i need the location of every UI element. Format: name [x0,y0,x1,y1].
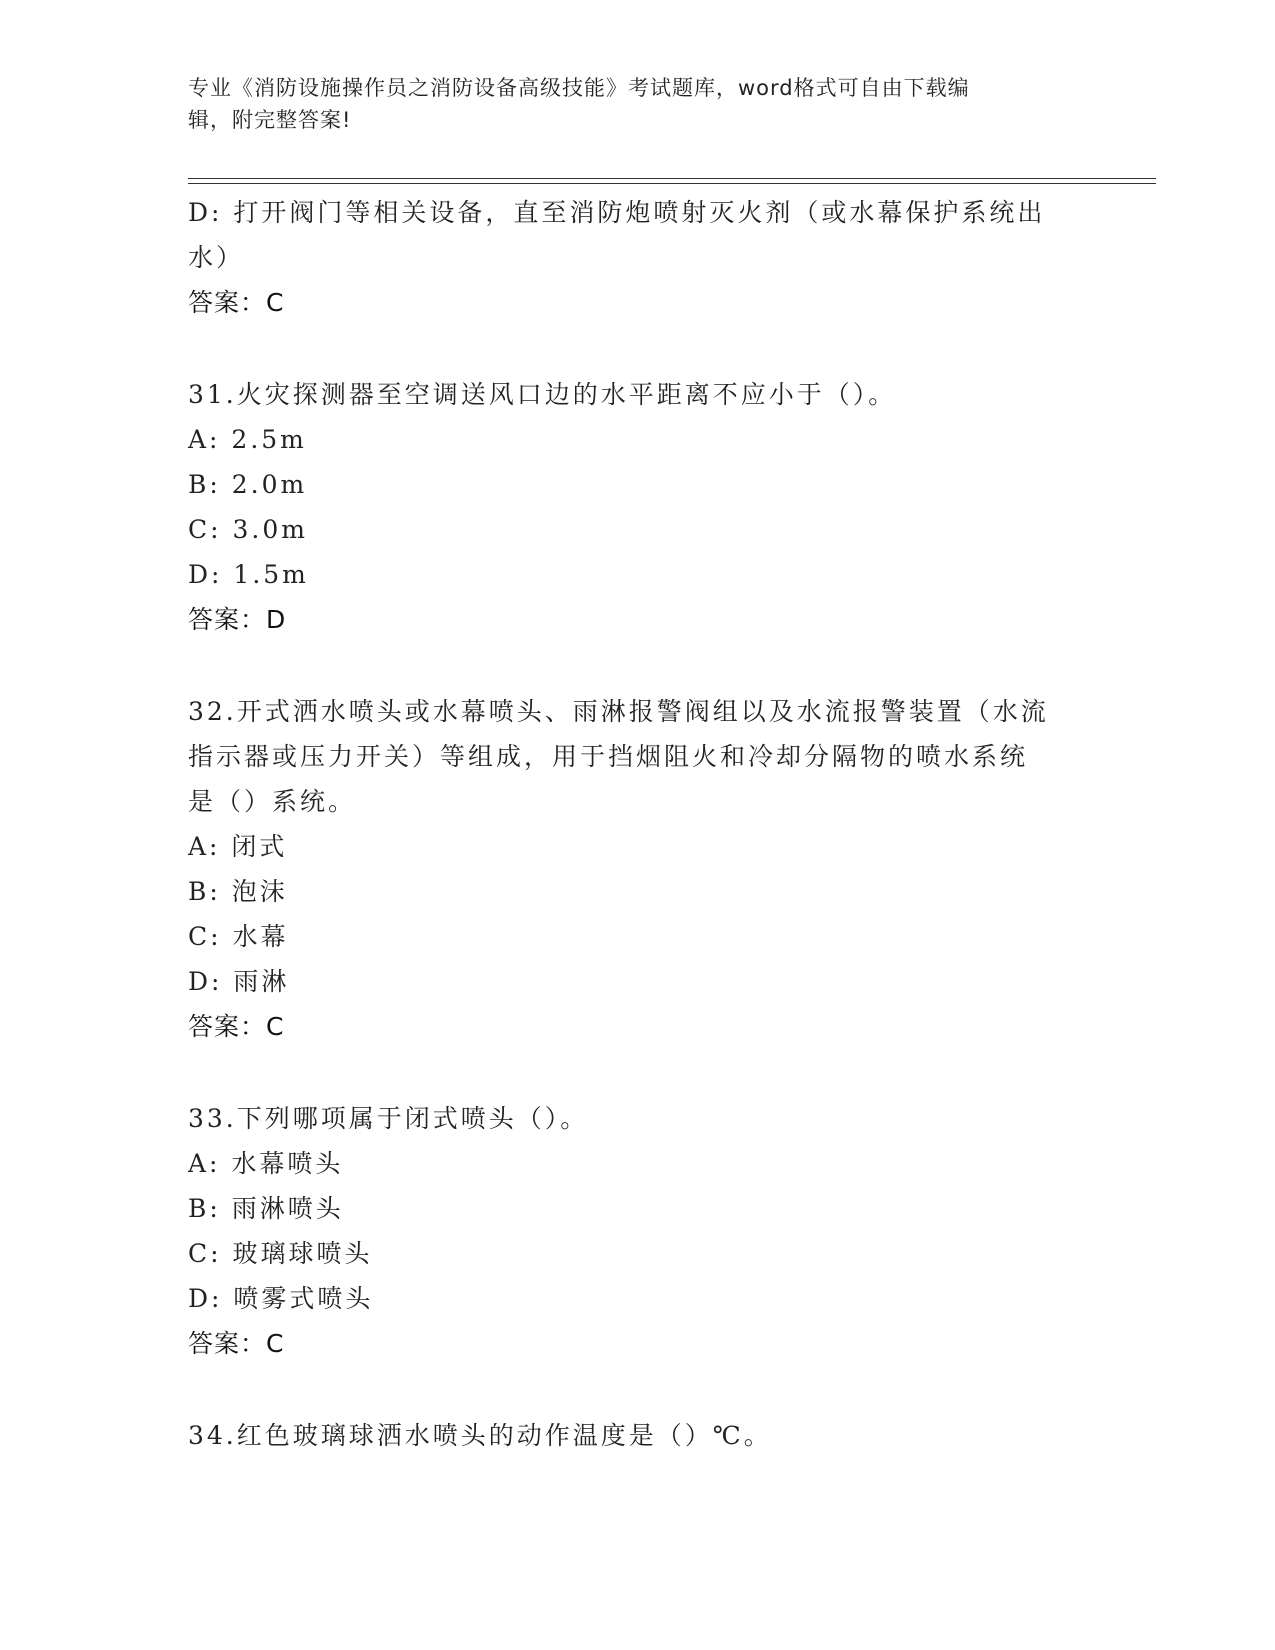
option-a: A: 水幕喷头 [188,1149,344,1178]
option-b: B: 2.0m [188,470,308,499]
spacer [188,1366,1088,1413]
question-stem: 是（）系统。 [188,787,357,816]
option-d: D: 雨淋 [188,967,290,996]
option-c: C: 3.0m [188,515,308,544]
option-d: D: 打开阀门等相关设备，直至消防炮喷射灭火剂（或水幕保护系统出 [188,198,1046,227]
answer: 答案：C [188,1329,285,1358]
option-c: C: 玻璃球喷头 [188,1239,373,1268]
answer: 答案：D [188,605,287,634]
option-d: D: 喷雾式喷头 [188,1284,374,1313]
question-33 [188,1096,1088,1366]
option-c: C: 水幕 [188,922,289,951]
question-stem: 31.火灾探测器至空调送风口边的水平距离不应小于（）。 [188,380,897,409]
header-line: 专业《消防设施操作员之消防设备高级技能》考试题库，word格式可自由下载编 [188,76,970,100]
spacer [188,1049,1088,1096]
question-31 [188,372,1088,642]
question-stem: 34.红色玻璃球洒水喷头的动作温度是（）℃。 [188,1421,772,1450]
question-stem: 32.开式洒水喷头或水幕喷头、雨淋报警阀组以及水流报警装置（水流 [188,697,1049,726]
document-header [188,72,1068,136]
question-stem: 指示器或压力开关）等组成，用于挡烟阻火和冷却分隔物的喷水系统 [188,742,1029,771]
header-rule [188,183,1156,184]
previous-question-tail [188,190,1088,325]
spacer [188,325,1088,372]
spacer [188,642,1088,689]
question-list [188,190,1088,1458]
option-a: A: 2.5m [188,425,307,454]
question-stem: 33.下列哪项属于闭式喷头（）。 [188,1104,589,1133]
option-b: B: 泡沫 [188,877,288,906]
option-d: D: 1.5m [188,560,309,589]
answer: 答案：C [188,288,285,317]
option-a: A: 闭式 [188,832,288,861]
option-b: B: 雨淋喷头 [188,1194,344,1223]
question-34 [188,1413,1088,1458]
question-32 [188,689,1088,1049]
header-line: 辑，附完整答案! [188,108,352,132]
header-rule [188,178,1156,179]
option-d-continuation: 水） [188,243,245,272]
answer: 答案：C [188,1012,285,1041]
